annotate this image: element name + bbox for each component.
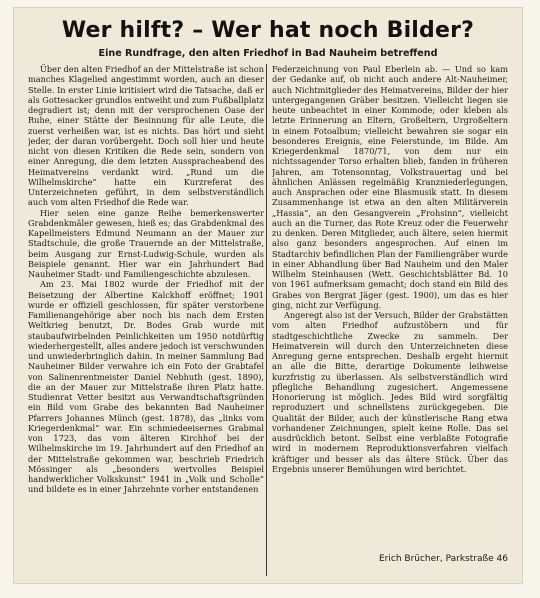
paragraph: Über den alten Friedhof an der Mittelstraße ist schon manches Klagelied angestimmt worden, auch an dieser Stelle. In erster Linie kritisiert wird die Tatsache, daß er als Gottesacker grundlos entweiht und zum Fußballplatz degradiert ist; denn mit der versprochenen Oase der Ruhe, einer Stätte der Besinnung für alle Leute, die zuerst verheißen war, ist es nichts. Das hört und sieht jeder, der daran vorübergeht. Doch soll hier und heute nicht von diesen Kritiken die Rede sein, sondern von einer Anregung, die dem letzten Ausspracheabend des Heimatvereins verdankt wird. „Rund um die Wilhelmskirche“ hatte ein Kurzreferat des Unterzeichneten geführt, in dem selbstverständlich auch vom alten Friedhof die Rede war. [28, 64, 264, 208]
column-divider [266, 64, 267, 576]
headline: Wer hilft? – Wer hat noch Bilder? [61, 18, 475, 43]
paragraph: Hier seien eine ganze Reihe bemerkenswerter Grabdenkmäler gewesen, hieß es; das Grabdenkmal des Kapellmeisters Edmund Neumann an der Mauer zur Stadtschule, die große Trauernde an der Mittelstraße, beim Ausgang zur Ernst-Ludwig-Schule, wurden als Beispiele genannt. Hier war ein Jahrhundert Bad Nauheimer Stadt- und Familiengeschichte abzulesen. [28, 207, 264, 279]
paragraph: Federzeichnung von Paul Eberlein ab. — Und so kam der Gedanke auf, ob nicht auch andere Alt-Nauheimer, auch Nichtmitglieder des Heimatvereins, Bilder der hier untergegangenen Gräber besitzen. Vielleicht liegen sie heute unbeachtet in einer Kommode; oder kleben als letzte Erinnerung an Eltern, Großeltern, Urgroßeltern in einem Fotoalbum; vielleicht bewahren sie sogar ein besonderes Ereignis, eine Feierstunde, im Bilde. Am Kriegerdenkmal 1870/71, von dem nur ein nichtssagender Torso erhalten blieb, fanden in früheren Jahren, am Totensonntag, Volkstrauertag und bei ähnlichen Anlässen regelmäßig Kranzniederlegungen, auch Ansprachen oder eine Blasmusik statt. In diesem Zusammenhange ist etwa an den alten Militärverein „Hassia“, an den Gesangverein „Frohsinn“, vielleicht auch an die Turner, das Rote Kreuz oder die Feuerwehr zu denken. Deren Mitglieder, auch ältere, seien hiermit also ganz besonders angesprochen. Auf einen im Stadtarchiv befindlichen Plan der Familiengräber wurde in einer Abhandlung über Bad Nauheim und den Maler Wilhelm Steinhausen (Wett. Geschichtsblätter Bd. 10 von 1961 aufmerksam gemacht; doch stand ein Bild des Grabes von Bergrat Jäger (gest. 1900), um das es hier ging, nicht zur Verfügung. [272, 64, 508, 310]
paragraph: Angeregt also ist der Versuch, Bilder der Grabstätten vom alten Friedhof aufzustöbern und für stadtgeschichtliche Zwecke zu sammeln. Der Heimatverein will durch den Unterzeichneten diese Anregung gerne entsprechen. Deshalb ergeht hiermit an alle die Bitte, derartige Dokumente leihweise kurzfristig zu überlassen. Als selbstverständlich wird pflegliche Behandlung zugesichert. Angemessene Honorierung ist möglich. Jedes Bild wird sorgfältig reproduziert und schnellstens zurückgegeben. Die Qualität der Bilder, auch der künstlerische Rang etwa vorhandener Zeichnungen, spielt keine Rolle. Das sei ausdrücklich betont. Selbst eine verblaßte Fotografie wird in modernem Reproduktionsverfahren vielfach kräftiger und besser als das ältere Stück. Über das Ergebnis unserer Bemühungen wird berichtet. [272, 310, 508, 474]
author-signature: Erich Brücher, Parkstraße 46 [379, 554, 508, 564]
left-column [28, 64, 264, 546]
newspaper-clipping [14, 8, 522, 583]
subheadline: Eine Rundfrage, den alten Friedhof in Bad Nauheim betreffend [98, 48, 438, 59]
right-column [272, 64, 508, 546]
paragraph: Am 23. Mai 1802 wurde der Friedhof mit der Beisetzung der Albertine Kalckhoff eröffnet; 1901 wurde er offiziell geschlossen, für später verstorbene Familienangehörige aber noch bis nach dem Ersten Weltkrieg benutzt, Dr. Bodes Grab wurde mit staubaufwirbelnden Peinlichkeiten um 1950 notdürftig wiederhergestellt, alles andere jedoch ist verschwunden und unwiederbringlich dahin. In meiner Sammlung Bad Nauheimer Bilder verwahre ich ein Foto der Grabtafel von Salinenrentmeister Daniel Nebhuth (gest. 1890), die an der Mauer zur Mittelstraße ihren Platz hatte. Studienrat Vetter besitzt aus Verwandtschaftsgründen ein Bild vom Grabe des bekannten Bad Nauheimer Pfarrers Johannes Münch (gest. 1878), das „links vom Kriegerdenkmal“ war. Ein schmiedeeisernes Grabmal von 1723, das vom älteren Kirchhof bei der Wilhelmskirche im 19. Jahrhundert auf den Friedhof an der Mittelstraße gekommen war, beschrieb Friedrich Mössinger als „besonders wertvolles Beispiel handwerklicher Volkskunst“ 1941 in „Volk und Scholle“ und bildete es in einer Jahrzehnte vorher entstandenen [28, 279, 264, 495]
